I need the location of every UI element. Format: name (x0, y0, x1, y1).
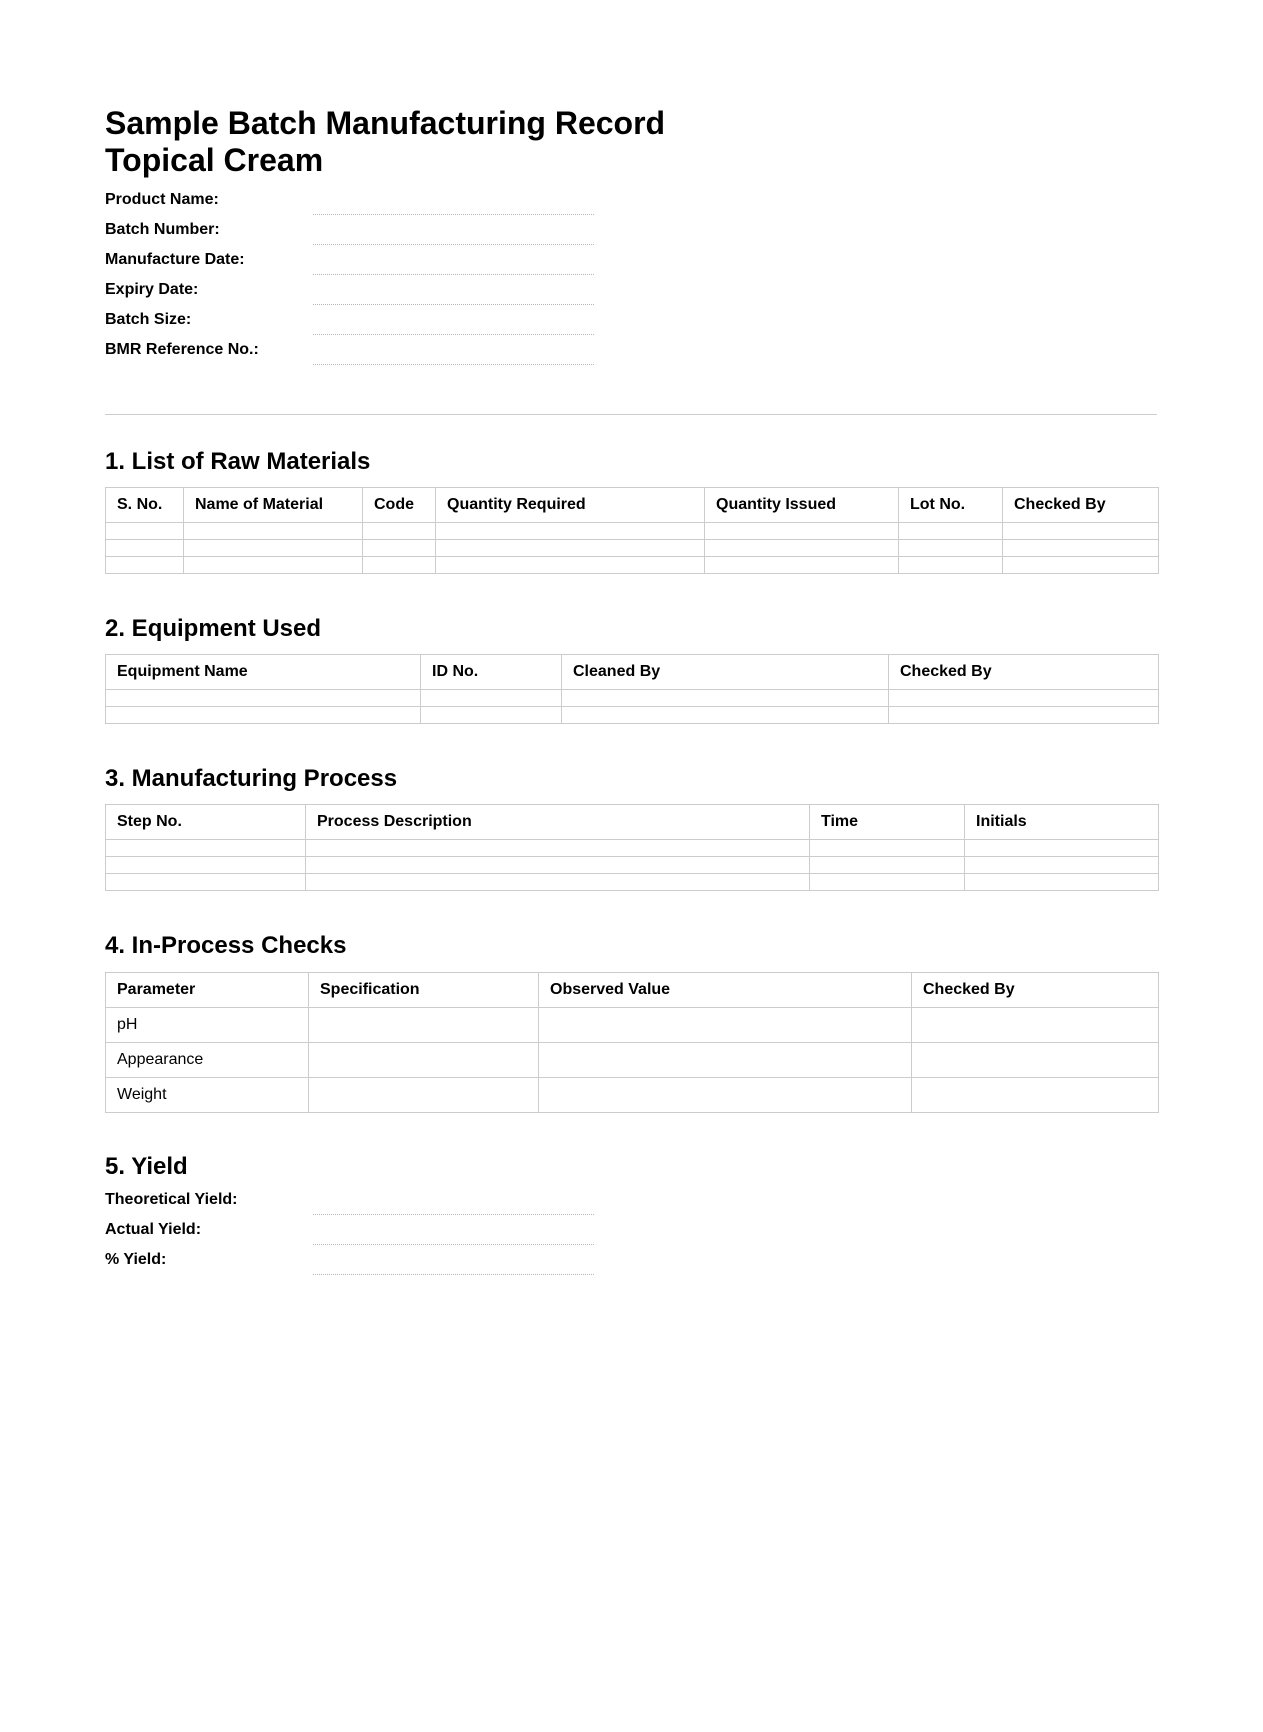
parameter-cell: pH (106, 1008, 309, 1043)
raw-materials-table (105, 487, 1159, 574)
field-product-name (105, 191, 605, 221)
column-header-cleaned-by: Cleaned By (562, 655, 889, 690)
table-cell[interactable] (912, 1043, 1159, 1078)
table-row (106, 690, 1159, 707)
column-header-process-description: Process Description (306, 805, 810, 840)
field-label: Batch Number: (105, 221, 220, 238)
actual-yield-input-line[interactable] (313, 1244, 594, 1245)
column-header-checked-by: Checked By (1003, 488, 1159, 523)
batch-size-input-line[interactable] (313, 334, 594, 335)
equipment-heading: 2. Equipment Used (105, 615, 322, 642)
header-fields (105, 191, 605, 371)
table-cell[interactable] (363, 523, 436, 540)
table-cell[interactable] (810, 857, 965, 874)
table-row (106, 540, 1159, 557)
process-table (105, 804, 1159, 891)
parameter-cell: Appearance (106, 1043, 309, 1078)
table-cell[interactable] (106, 557, 184, 574)
table-row (106, 557, 1159, 574)
column-header-specification: Specification (309, 973, 539, 1008)
table-cell[interactable] (889, 707, 1159, 724)
table-header-row (106, 805, 1159, 840)
table-cell[interactable] (106, 707, 421, 724)
field-label: Product Name: (105, 191, 219, 208)
field-label: Batch Size: (105, 311, 192, 328)
table-cell[interactable] (1003, 557, 1159, 574)
checks-heading: 4. In-Process Checks (105, 932, 347, 959)
table-cell[interactable] (705, 523, 899, 540)
column-header-time: Time (810, 805, 965, 840)
table-cell[interactable] (562, 707, 889, 724)
table-header-row (106, 655, 1159, 690)
table-cell[interactable] (1003, 540, 1159, 557)
section-divider (105, 414, 1157, 415)
table-cell[interactable] (1003, 523, 1159, 540)
table-row-weight (106, 1078, 1159, 1113)
theoretical-yield-input-line[interactable] (313, 1214, 594, 1215)
table-cell[interactable] (705, 557, 899, 574)
table-cell[interactable] (436, 523, 705, 540)
column-header-step-no: Step No. (106, 805, 306, 840)
table-cell[interactable] (810, 874, 965, 891)
field-batch-number (105, 221, 605, 251)
table-cell[interactable] (306, 857, 810, 874)
column-header-quantity-required: Quantity Required (436, 488, 705, 523)
title-line-2: Topical Cream (105, 142, 324, 178)
expiry-date-input-line[interactable] (313, 304, 594, 305)
table-header-row (106, 488, 1159, 523)
product-name-input-line[interactable] (313, 214, 594, 215)
table-cell[interactable] (436, 557, 705, 574)
field-manufacture-date (105, 251, 605, 281)
bmr-reference-input-line[interactable] (313, 364, 594, 365)
table-cell[interactable] (436, 540, 705, 557)
field-expiry-date (105, 281, 605, 311)
table-cell[interactable] (106, 857, 306, 874)
table-cell[interactable] (363, 540, 436, 557)
column-header-initials: Initials (965, 805, 1159, 840)
document-title (105, 105, 665, 179)
table-cell[interactable] (539, 1043, 912, 1078)
field-batch-size (105, 311, 605, 341)
table-cell[interactable] (539, 1078, 912, 1113)
column-header-parameter: Parameter (106, 973, 309, 1008)
table-header-row (106, 973, 1159, 1008)
field-label: Theoretical Yield: (105, 1191, 238, 1208)
table-cell[interactable] (965, 840, 1159, 857)
table-cell[interactable] (899, 540, 1003, 557)
table-row (106, 707, 1159, 724)
table-cell[interactable] (705, 540, 899, 557)
table-row (106, 857, 1159, 874)
field-label: % Yield: (105, 1251, 167, 1268)
table-row-ph (106, 1008, 1159, 1043)
column-header-id-no: ID No. (421, 655, 562, 690)
yield-heading: 5. Yield (105, 1153, 188, 1180)
table-row (106, 874, 1159, 891)
table-cell[interactable] (912, 1008, 1159, 1043)
yield-fields (105, 1191, 605, 1281)
manufacture-date-input-line[interactable] (313, 274, 594, 275)
column-header-quantity-issued: Quantity Issued (705, 488, 899, 523)
column-header-code: Code (363, 488, 436, 523)
table-cell[interactable] (421, 707, 562, 724)
field-label: Expiry Date: (105, 281, 199, 298)
title-line-1: Sample Batch Manufacturing Record (105, 105, 666, 141)
column-header-checked-by: Checked By (912, 973, 1159, 1008)
table-cell[interactable] (309, 1043, 539, 1078)
table-cell[interactable] (106, 874, 306, 891)
table-cell[interactable] (106, 690, 421, 707)
batch-number-input-line[interactable] (313, 244, 594, 245)
parameter-cell: Weight (106, 1078, 309, 1113)
table-cell[interactable] (965, 874, 1159, 891)
raw-materials-heading: 1. List of Raw Materials (105, 448, 371, 475)
table-cell[interactable] (363, 557, 436, 574)
field-bmr-reference (105, 341, 605, 371)
equipment-table (105, 654, 1159, 724)
field-label: Actual Yield: (105, 1221, 202, 1238)
checks-table (105, 972, 1159, 1113)
table-cell[interactable] (539, 1008, 912, 1043)
field-actual-yield (105, 1221, 605, 1251)
table-cell[interactable] (562, 690, 889, 707)
table-cell[interactable] (184, 557, 363, 574)
table-cell[interactable] (899, 523, 1003, 540)
column-header-observed-value: Observed Value (539, 973, 912, 1008)
table-cell[interactable] (184, 523, 363, 540)
table-row-appearance (106, 1043, 1159, 1078)
column-header-name-of-material: Name of Material (184, 488, 363, 523)
table-cell[interactable] (106, 523, 184, 540)
table-cell[interactable] (106, 540, 184, 557)
table-cell[interactable] (309, 1078, 539, 1113)
column-header-s-no: S. No. (106, 488, 184, 523)
table-cell[interactable] (106, 840, 306, 857)
percent-yield-input-line[interactable] (313, 1274, 594, 1275)
table-cell[interactable] (810, 840, 965, 857)
table-cell[interactable] (306, 840, 810, 857)
column-header-equipment-name: Equipment Name (106, 655, 421, 690)
column-header-lot-no: Lot No. (899, 488, 1003, 523)
table-cell[interactable] (899, 557, 1003, 574)
table-cell[interactable] (306, 874, 810, 891)
table-cell[interactable] (309, 1008, 539, 1043)
field-theoretical-yield (105, 1191, 605, 1221)
field-percent-yield (105, 1251, 605, 1281)
table-row (106, 523, 1159, 540)
table-cell[interactable] (184, 540, 363, 557)
table-cell[interactable] (912, 1078, 1159, 1113)
table-cell[interactable] (965, 857, 1159, 874)
table-row (106, 840, 1159, 857)
process-heading: 3. Manufacturing Process (105, 765, 398, 792)
field-label: Manufacture Date: (105, 251, 245, 268)
field-label: BMR Reference No.: (105, 341, 259, 358)
table-cell[interactable] (889, 690, 1159, 707)
column-header-checked-by: Checked By (889, 655, 1159, 690)
table-cell[interactable] (421, 690, 562, 707)
